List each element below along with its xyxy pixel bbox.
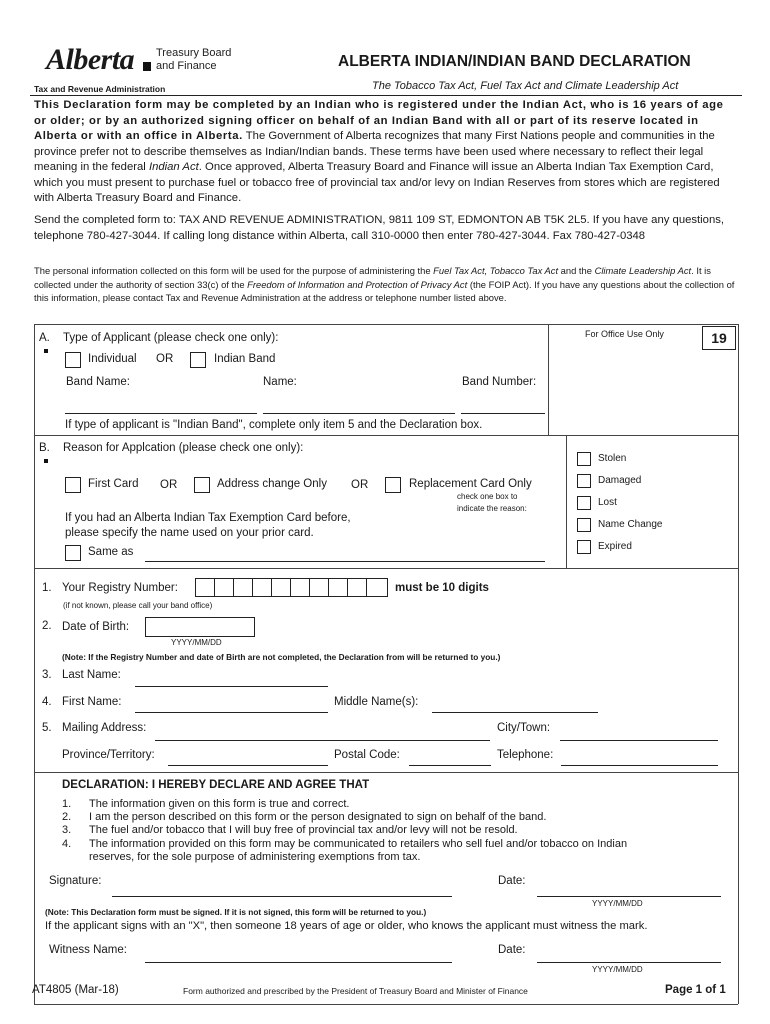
alberta-logo: Alberta [46, 43, 135, 76]
same-as-label: Same as [88, 546, 134, 558]
section-a-letter: A. [39, 332, 50, 344]
stolen-checkbox[interactable] [577, 452, 591, 466]
expired-checkbox[interactable] [577, 540, 591, 554]
logo-ministry-line2: and Finance [156, 60, 217, 72]
registry-number-label: Your Registry Number: [62, 582, 178, 594]
dob-format: YYYY/MM/DD [171, 638, 222, 647]
item-2-number: 2. [42, 620, 52, 632]
last-name-field[interactable] [135, 686, 328, 687]
declaration-point [62, 824, 71, 836]
name-change-label: Name Change [598, 519, 663, 530]
witness-date-field[interactable] [537, 962, 721, 963]
band-name-label: Band Name: [66, 376, 130, 388]
first-card-checkbox[interactable] [65, 477, 81, 493]
intro-paragraph [34, 98, 736, 207]
eligibility-statement: This Declaration form may be completed by an Indian who is registered under the Indian Act, who is 16 years of age or older; or by an authorized signing officer on behalf of an Indian Band with all or part of its reserve located in Alberta or with an office in Alberta. [34, 99, 724, 142]
section-a-heading: Type of Applicant (please check one only): [63, 332, 279, 344]
item-5-number: 5. [42, 722, 52, 734]
replacement-card-checkbox[interactable] [385, 477, 401, 493]
signature-field[interactable] [112, 896, 452, 897]
witness-instruction: If the applicant signs with an "X", then someone 18 years of age or older, who knows the applicant must witness the mark. [45, 920, 648, 932]
return-note: (Note: If the Registry Number and date of Birth are not completed, the Declaration from will be returned to you.) [62, 652, 501, 662]
declaration-top-rule [34, 772, 738, 773]
send-to-paragraph: Send the completed form to: TAX AND REVENUE ADMINISTRATION, 9811 109 ST, EDMONTON AB T5K 2L5. If you have any questions, telephone 780-427-3044. If calling long distance within Alberta, call 310-0000 then enter 780-427-3044. Fax 780-427-0348 [34, 214, 725, 242]
band-name-field[interactable] [65, 413, 257, 414]
logo-flag-icon [143, 62, 151, 71]
point-number: 4. [62, 838, 72, 850]
dob-field[interactable] [145, 617, 255, 637]
declaration-heading: DECLARATION: I HEREBY DECLARE AND AGREE THAT [62, 779, 370, 791]
witness-date-format: YYYY/MM/DD [592, 965, 643, 974]
privacy-text-a: The personal information collected on this form will be used for the purpose of administering the [34, 265, 434, 276]
lost-label: Lost [598, 497, 617, 508]
same-as-checkbox[interactable] [65, 545, 81, 561]
prior-card-text-2: please specify the name used on your prior card. [65, 527, 314, 539]
damaged-label: Damaged [598, 475, 642, 486]
address-change-label: Address change Only [217, 478, 327, 490]
replacement-card-label: Replacement Card Only [409, 478, 532, 490]
reason-or-label-1: OR [160, 479, 178, 491]
department-name: Tax and Revenue Administration [34, 84, 166, 94]
last-name-label: Last Name: [62, 669, 121, 681]
signature-date-label: Date: [498, 875, 526, 887]
lost-checkbox[interactable] [577, 496, 591, 510]
signature-note: (Note: This Declaration form must be signed. If it is not signed, this form will be returned to you.) [45, 907, 427, 917]
city-field[interactable] [560, 740, 718, 741]
section-b-top-rule [34, 435, 738, 436]
indian-band-checkbox[interactable] [190, 352, 206, 368]
item-3-number: 3. [42, 669, 52, 681]
indian-band-instruction: If type of applicant is "Indian Band", complete only item 5 and the Declaration box. [65, 419, 483, 431]
reasons-divider [566, 435, 567, 568]
dob-label: Date of Birth: [62, 621, 130, 633]
point-number: 1. [62, 798, 72, 810]
postal-code-field[interactable] [409, 765, 491, 766]
item-1-number: 1. [42, 582, 52, 594]
section-b-bottom-rule [34, 568, 738, 569]
province-field[interactable] [168, 765, 328, 766]
prior-card-text-1: If you had an Alberta Indian Tax Exemption Card before, [65, 512, 351, 524]
individual-checkbox[interactable] [65, 352, 81, 368]
registry-hint: (if not known, please call your band office) [63, 601, 213, 610]
form-subtitle: The Tobacco Tax Act, Fuel Tax Act and Climate Leadership Act [372, 80, 679, 92]
address-change-checkbox[interactable] [194, 477, 210, 493]
name-label: Name: [263, 376, 297, 388]
check-one-hint-2: indicate the reason: [457, 504, 527, 513]
declaration-point-text: reserves, for the sole purpose of administering exemptions from tax. [89, 851, 421, 863]
section-b-heading: Reason for Applcation (please check one only): [63, 442, 304, 454]
logo-ministry-line1: Treasury Board [156, 47, 232, 59]
witness-date-label: Date: [498, 944, 526, 956]
registry-digit-rule: must be 10 digits [395, 582, 489, 594]
applicant-or-label: OR [156, 353, 174, 365]
header-rule [30, 95, 742, 96]
form-right-border [738, 324, 739, 1004]
indian-act-ref: Indian Act [148, 161, 199, 173]
witness-name-label: Witness Name: [49, 944, 127, 956]
mailing-address-label: Mailing Address: [62, 722, 147, 734]
prior-name-field[interactable] [145, 561, 545, 562]
intro-text-a: The Government of Alberta recognizes that many First Nations people and communities in the province prefer not to describe themselves as Indian/Indian bands. These terms have been used where necessary to reflect their legal meaning in the federal [34, 130, 715, 173]
band-number-field[interactable] [461, 413, 545, 414]
first-name-field[interactable] [135, 712, 328, 713]
reason-or-label-2: OR [351, 479, 369, 491]
name-field[interactable] [263, 413, 455, 414]
privacy-notice [34, 264, 736, 305]
form-title: ALBERTA INDIAN/INDIAN BAND DECLARATION [338, 53, 691, 70]
form-bottom-rule [34, 1004, 738, 1005]
first-card-label: First Card [88, 478, 139, 490]
declaration-point [62, 811, 71, 823]
band-number-label: Band Number: [462, 376, 537, 388]
province-label: Province/Territory: [62, 749, 155, 761]
office-code-box: 19 [702, 326, 736, 350]
office-use-label: For Office Use Only [585, 329, 664, 339]
postal-code-label: Postal Code: [334, 749, 400, 761]
point-number: 3. [62, 824, 72, 836]
declaration-point-text: The information provided on this form may be communicated to retailers who sell fuel and/or tobacco on Indian [89, 838, 628, 850]
damaged-checkbox[interactable] [577, 474, 591, 488]
privacy-cla: Climate Leadership Act [594, 265, 692, 276]
declaration-point-text: I am the person described on this form or the person designated to sign on behalf of the band. [89, 811, 547, 823]
point-number: 2. [62, 811, 72, 823]
witness-name-field[interactable] [145, 962, 452, 963]
signature-label: Signature: [49, 875, 102, 887]
page-number: Page 1 of 1 [665, 984, 726, 996]
section-a-bullet [44, 349, 48, 353]
privacy-acts: Fuel Tax Act, Tobacco Tax Act [433, 265, 559, 276]
form-authority: Form authorized and prescribed by the President of Treasury Board and Minister of Finance [183, 986, 528, 996]
declaration-point [62, 798, 71, 810]
city-label: City/Town: [497, 722, 551, 734]
middle-name-field[interactable] [432, 712, 598, 713]
declaration-point-text: The fuel and/or tobacco that I will buy free of provincial tax and/or levy will not be resold. [89, 824, 518, 836]
privacy-text-d: (the FOIP Act). If you have any questions about the collection of this information, please contact Tax and Revenue Administration at the address or telephone number listed above. [34, 278, 735, 303]
intro-text-b: . Once approved, Alberta Treasury Board and Finance will issue an Alberta Indian Tax Exemption Card, which you must present to purchase fuel or tobacco free of provincial tax and/or levy on Indian Reserves from stores which are registered with Alberta Treasury Board and Finance. [34, 161, 720, 204]
individual-label: Individual [88, 353, 137, 365]
privacy-text-b: and the [558, 265, 595, 276]
middle-name-label: Middle Name(s): [334, 696, 419, 708]
privacy-text-c: . It is collected under the authority of section 33(c) of the [34, 265, 711, 290]
first-name-label: First Name: [62, 696, 122, 708]
declaration-point [62, 838, 71, 850]
expired-label: Expired [598, 541, 632, 552]
form-left-border [34, 324, 35, 1004]
item-4-number: 4. [42, 696, 52, 708]
check-one-hint-1: check one box to [457, 492, 518, 501]
form-id: AT4805 (Mar-18) [32, 984, 119, 996]
signature-date-format: YYYY/MM/DD [592, 899, 643, 908]
name-change-checkbox[interactable] [577, 518, 591, 532]
telephone-label: Telephone: [497, 749, 554, 761]
indian-band-label: Indian Band [214, 353, 276, 365]
declaration-point-text: The information given on this form is true and correct. [89, 798, 350, 810]
mailing-address-field[interactable] [155, 740, 490, 741]
section-b-letter: B. [39, 442, 50, 454]
signature-date-field[interactable] [537, 896, 721, 897]
office-use-divider [548, 324, 549, 435]
section-b-bullet [44, 459, 48, 463]
section-a-top-rule [34, 324, 738, 325]
telephone-field[interactable] [561, 765, 718, 766]
privacy-foip: Freedom of Information and Protection of Privacy Act [247, 278, 468, 290]
stolen-label: Stolen [598, 453, 627, 464]
